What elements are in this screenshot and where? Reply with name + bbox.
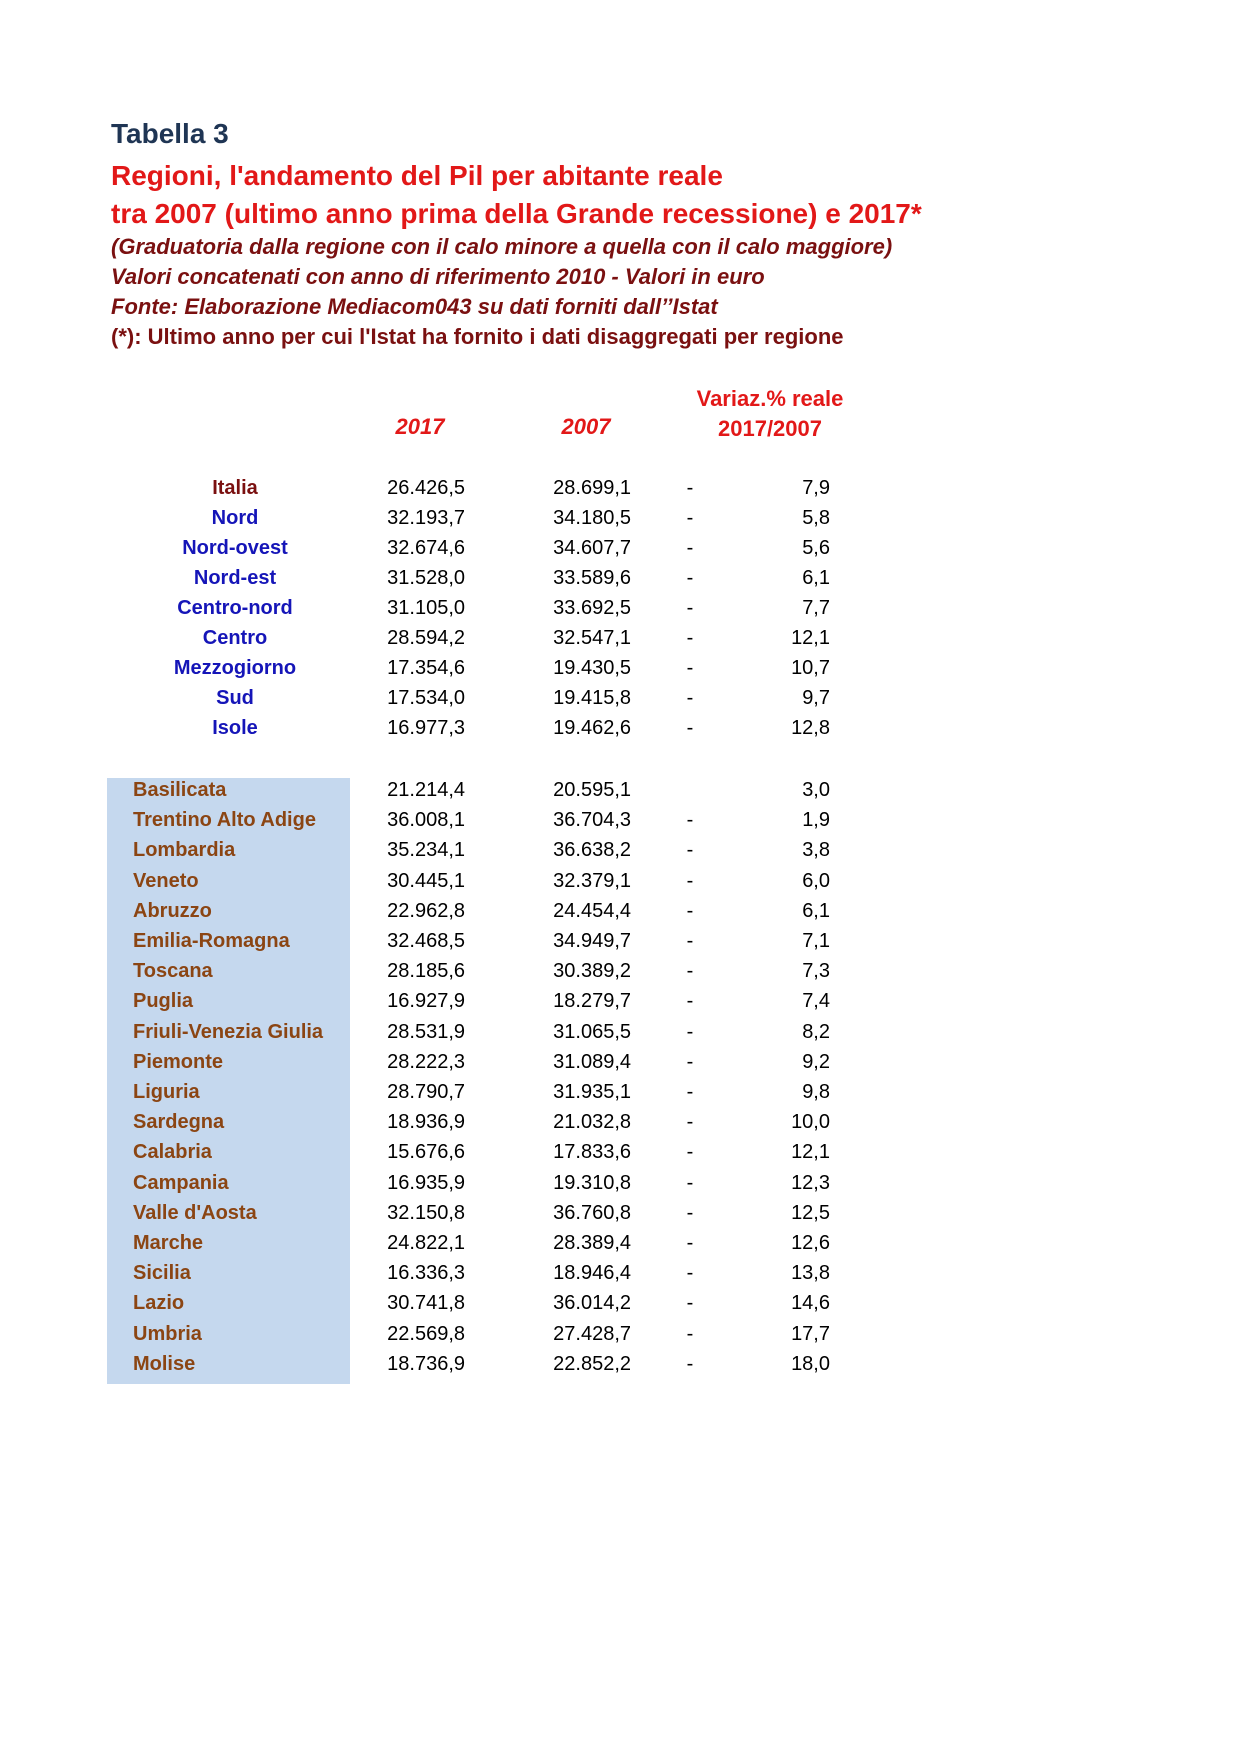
- column-header-2007: 2007: [561, 414, 611, 439]
- value-2007: 28.699,1: [553, 477, 631, 499]
- subtitle-line-1: Regioni, l'andamento del Pil per abitante reale: [111, 160, 723, 191]
- value-2017: 22.569,8: [387, 1322, 465, 1345]
- value-2007: 34.949,7: [553, 930, 631, 952]
- variation-value: 10,7: [791, 657, 830, 679]
- variation-sign: -: [686, 1111, 694, 1134]
- value-2017: 18.736,9: [387, 1352, 465, 1375]
- variation-value: 9,7: [802, 687, 830, 709]
- value-2017: 32.674,6: [387, 537, 465, 559]
- row-name: Valle d'Aosta: [133, 1201, 257, 1224]
- value-2007: 33.692,5: [553, 597, 631, 619]
- value-2017: 28.531,9: [387, 1020, 465, 1043]
- value-2007: 31.089,4: [553, 1050, 631, 1073]
- variation-sign: -: [686, 537, 694, 559]
- variation-sign: -: [686, 1141, 694, 1164]
- row-name: Lazio: [133, 1292, 185, 1315]
- row-name: Molise: [133, 1352, 196, 1375]
- variation-sign: -: [686, 717, 694, 739]
- variation-value: 3,8: [802, 839, 830, 862]
- row-name: Basilicata: [133, 779, 227, 801]
- column-header-variation-line1: Variaz.% reale: [696, 386, 844, 411]
- row-name: Friuli-Venezia Giulia: [133, 1020, 324, 1043]
- aggregate-row: [0, 473, 1241, 503]
- variation-value: 12,8: [791, 717, 830, 739]
- variation-value: 10,0: [791, 1111, 830, 1134]
- variation-value: 1,9: [802, 809, 830, 832]
- aggregate-row: [0, 623, 1241, 653]
- region-row: [0, 1017, 1241, 1047]
- variation-value: 7,9: [802, 477, 830, 499]
- variation-value: 12,3: [791, 1171, 830, 1194]
- value-2007: 36.638,2: [553, 839, 631, 862]
- region-row: [0, 775, 1241, 805]
- value-2007: 19.430,5: [553, 657, 631, 679]
- region-row: [0, 896, 1241, 926]
- value-2007: 34.607,7: [553, 537, 631, 559]
- value-2017: 30.741,8: [387, 1292, 465, 1315]
- variation-value: 9,8: [802, 1081, 830, 1103]
- value-2007: 31.935,1: [553, 1081, 631, 1103]
- value-2017: 31.105,0: [387, 597, 465, 619]
- variation-value: 6,1: [802, 899, 830, 922]
- value-2007: 22.852,2: [553, 1352, 631, 1375]
- variation-value: 7,4: [802, 990, 830, 1013]
- column-header-variation-line2: 2017/2007: [718, 416, 822, 441]
- value-2007: 19.462,6: [553, 717, 631, 739]
- variation-value: 18,0: [791, 1352, 830, 1375]
- value-2017: 31.528,0: [387, 567, 465, 589]
- variation-sign: -: [686, 567, 694, 589]
- row-name: Puglia: [133, 990, 194, 1013]
- variation-sign: -: [686, 1232, 694, 1254]
- row-name: Sicilia: [133, 1262, 191, 1285]
- value-2007: 36.704,3: [553, 809, 631, 832]
- variation-value: 13,8: [791, 1262, 830, 1285]
- region-row: [0, 835, 1241, 865]
- value-2007: 33.589,6: [553, 567, 631, 589]
- region-row: [0, 1168, 1241, 1198]
- variation-sign: -: [686, 1171, 694, 1194]
- aggregate-row: [0, 653, 1241, 683]
- row-name: Isole: [212, 717, 258, 739]
- column-header-2017: 2017: [395, 414, 445, 439]
- variation-sign: -: [686, 869, 694, 892]
- value-2007: 17.833,6: [553, 1141, 631, 1164]
- aggregate-row: [0, 593, 1241, 623]
- value-2007: 18.946,4: [553, 1262, 631, 1285]
- value-2007: 28.389,4: [553, 1232, 631, 1254]
- row-name: Abruzzo: [133, 899, 212, 922]
- row-name: Nord-est: [193, 567, 277, 589]
- value-2007: 18.279,7: [553, 990, 631, 1013]
- region-row: [0, 1137, 1241, 1167]
- variation-sign: -: [686, 687, 694, 709]
- variation-sign: -: [686, 839, 694, 862]
- region-row: [0, 1319, 1241, 1349]
- value-2017: 17.534,0: [387, 687, 465, 709]
- variation-value: 12,1: [791, 627, 830, 649]
- table-title: Tabella 3: [111, 118, 229, 149]
- variation-sign: -: [686, 1262, 694, 1285]
- aggregate-row: [0, 503, 1241, 533]
- region-row: [0, 1288, 1241, 1318]
- value-2007: 31.065,5: [553, 1020, 631, 1043]
- row-name: Campania: [133, 1171, 229, 1194]
- value-2017: 21.214,4: [387, 779, 465, 801]
- value-2017: 16.977,3: [387, 717, 465, 739]
- variation-value: 12,6: [791, 1232, 830, 1254]
- variation-sign: -: [686, 657, 694, 679]
- value-2017: 28.790,7: [387, 1081, 465, 1103]
- row-name: Mezzogiorno: [173, 657, 297, 679]
- variation-sign: -: [686, 1322, 694, 1345]
- row-name: Emilia-Romagna: [133, 930, 290, 952]
- value-2007: 36.760,8: [553, 1201, 631, 1224]
- region-row: [0, 1077, 1241, 1107]
- value-2017: 32.193,7: [387, 507, 465, 529]
- row-name: Marche: [133, 1232, 204, 1254]
- value-2017: 32.150,8: [387, 1201, 465, 1224]
- variation-sign: -: [686, 627, 694, 649]
- variation-value: 6,0: [802, 869, 830, 892]
- value-2007: 20.595,1: [553, 779, 631, 801]
- row-name: Lombardia: [133, 839, 236, 862]
- variation-value: 5,6: [802, 537, 830, 559]
- row-name: Trentino Alto Adige: [133, 809, 316, 832]
- variation-sign: -: [686, 1081, 694, 1103]
- value-2017: 32.468,5: [387, 930, 465, 952]
- row-name: Centro: [202, 627, 268, 649]
- row-name: Centro-nord: [177, 597, 293, 619]
- value-2017: 28.185,6: [387, 960, 465, 983]
- variation-value: 12,1: [791, 1141, 830, 1164]
- variation-value: 17,7: [791, 1322, 830, 1345]
- row-name: Nord-ovest: [182, 537, 288, 559]
- aggregate-row: [0, 683, 1241, 713]
- value-2017: 28.594,2: [387, 627, 465, 649]
- variation-sign: -: [686, 1292, 694, 1315]
- value-2007: 21.032,8: [553, 1111, 631, 1134]
- value-2017: 35.234,1: [387, 839, 465, 862]
- value-2007: 27.428,7: [553, 1322, 631, 1345]
- row-name: Nord: [211, 507, 259, 529]
- value-2007: 24.454,4: [553, 899, 631, 922]
- variation-sign: -: [686, 930, 694, 952]
- value-2017: 18.936,9: [387, 1111, 465, 1134]
- row-name: Sud: [216, 687, 254, 709]
- value-2007: 34.180,5: [553, 507, 631, 529]
- row-name: Umbria: [133, 1322, 202, 1345]
- value-2007: 32.379,1: [553, 869, 631, 892]
- column-header-variation: [670, 384, 870, 444]
- row-name: Calabria: [133, 1141, 212, 1164]
- variation-value: 14,6: [791, 1292, 830, 1315]
- region-row: [0, 1228, 1241, 1258]
- variation-sign: -: [686, 1050, 694, 1073]
- value-2017: 26.426,5: [387, 477, 465, 499]
- region-row: [0, 1349, 1241, 1379]
- region-row: [0, 805, 1241, 835]
- variation-sign: -: [686, 477, 694, 499]
- variation-value: 12,5: [791, 1201, 830, 1224]
- region-row: [0, 1258, 1241, 1288]
- variation-sign: -: [686, 1352, 694, 1375]
- variation-value: 9,2: [802, 1050, 830, 1073]
- variation-sign: -: [686, 899, 694, 922]
- value-2017: 36.008,1: [387, 809, 465, 832]
- row-name: Italia: [212, 477, 258, 499]
- value-2017: 16.336,3: [387, 1262, 465, 1285]
- aggregate-row: [0, 563, 1241, 593]
- region-row: [0, 1107, 1241, 1137]
- row-name: Liguria: [133, 1081, 200, 1103]
- note-source: Fonte: Elaborazione Mediacom043 su dati forniti dall’’Istat: [111, 294, 718, 319]
- aggregate-row: [0, 713, 1241, 743]
- value-2007: 19.310,8: [553, 1171, 631, 1194]
- variation-value: 7,3: [802, 960, 830, 983]
- value-2017: 28.222,3: [387, 1050, 465, 1073]
- row-name: Veneto: [133, 869, 199, 892]
- region-row: [0, 1047, 1241, 1077]
- variation-sign: -: [686, 1020, 694, 1043]
- region-row: [0, 926, 1241, 956]
- value-2007: 19.415,8: [553, 687, 631, 709]
- value-2007: 30.389,2: [553, 960, 631, 983]
- row-name: Toscana: [133, 960, 213, 983]
- value-2017: 22.962,8: [387, 899, 465, 922]
- region-row: [0, 1198, 1241, 1228]
- value-2007: 32.547,1: [553, 627, 631, 649]
- variation-sign: -: [686, 597, 694, 619]
- aggregate-row: [0, 533, 1241, 563]
- note-values: Valori concatenati con anno di riferimento 2010 - Valori in euro: [111, 264, 765, 289]
- variation-sign: -: [686, 990, 694, 1013]
- variation-value: 6,1: [802, 567, 830, 589]
- note-ranking: (Graduatoria dalla regione con il calo minore a quella con il calo maggiore): [111, 234, 893, 259]
- value-2017: 30.445,1: [387, 869, 465, 892]
- note-footnote: (*): Ultimo anno per cui l'Istat ha fornito i dati disaggregati per regione: [111, 324, 844, 349]
- variation-value: 5,8: [802, 507, 830, 529]
- region-row: [0, 956, 1241, 986]
- variation-sign: -: [686, 960, 694, 983]
- variation-value: 8,2: [802, 1020, 830, 1043]
- variation-value: 3,0: [802, 779, 830, 801]
- region-row: [0, 866, 1241, 896]
- value-2017: 16.935,9: [387, 1171, 465, 1194]
- variation-sign: -: [686, 1201, 694, 1224]
- region-row: [0, 986, 1241, 1016]
- value-2007: 36.014,2: [553, 1292, 631, 1315]
- variation-sign: -: [686, 809, 694, 832]
- subtitle-line-2: tra 2007 (ultimo anno prima della Grande recessione) e 2017*: [111, 198, 922, 229]
- row-name: Piemonte: [133, 1050, 224, 1073]
- value-2017: 17.354,6: [387, 657, 465, 679]
- variation-sign: -: [686, 507, 694, 529]
- value-2017: 15.676,6: [387, 1141, 465, 1164]
- value-2017: 16.927,9: [387, 990, 465, 1013]
- variation-value: 7,1: [802, 930, 830, 952]
- value-2017: 24.822,1: [387, 1232, 465, 1254]
- variation-value: 7,7: [802, 597, 830, 619]
- row-name: Sardegna: [133, 1111, 225, 1134]
